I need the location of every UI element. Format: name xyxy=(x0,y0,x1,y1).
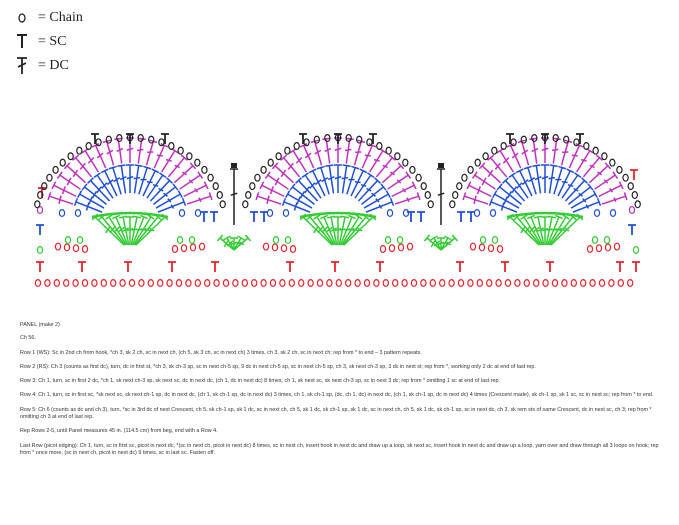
chain-icon xyxy=(263,243,268,250)
chain-icon xyxy=(602,153,607,160)
chain-icon xyxy=(635,201,640,208)
chain-icon xyxy=(593,147,598,154)
chain-icon xyxy=(178,147,183,154)
dc-icon xyxy=(109,166,121,194)
dc-icon xyxy=(354,140,365,165)
chain-icon xyxy=(195,159,200,166)
chain-icon xyxy=(479,244,484,251)
dc-icon xyxy=(139,166,151,194)
chain-icon xyxy=(474,210,479,217)
chain-icon xyxy=(208,174,213,181)
chain-icon xyxy=(492,147,497,154)
chain-icon xyxy=(255,174,260,181)
dc-icon xyxy=(524,166,536,194)
chain-icon xyxy=(462,174,467,181)
sc-icon xyxy=(546,262,554,272)
chain-icon xyxy=(571,280,576,287)
chain-icon xyxy=(270,280,275,287)
chain-icon xyxy=(268,159,273,166)
chain-icon xyxy=(475,159,480,166)
chain-icon xyxy=(628,280,633,287)
chain-icon xyxy=(416,174,421,181)
chain-icon xyxy=(139,280,144,287)
chain-icon xyxy=(55,243,60,250)
chain-icon xyxy=(383,280,388,287)
chain-icon xyxy=(610,159,615,166)
chain-icon xyxy=(169,143,174,150)
sc-icon xyxy=(210,212,218,222)
dc-icon xyxy=(602,192,627,204)
chain-icon xyxy=(120,280,125,287)
sc-icon xyxy=(250,212,258,222)
chain-icon xyxy=(488,245,493,252)
sc-icon xyxy=(456,262,464,272)
sc-icon xyxy=(260,212,268,222)
chain-icon xyxy=(317,280,322,287)
chain-icon xyxy=(68,153,73,160)
row-3-instruction: Row 3: Ch 1, turn, sc in first 2 dc, *ch 1, sk next ch-3 sp, sk next sc, dc in next dc, (ch 1, dc in next dc) 8 times, ch 1, sk next sc, sk next ch-3 sp, sc in next 3 dc; rep from * omitting 1 sc at end of last rep. xyxy=(20,378,500,385)
chain-icon xyxy=(217,192,222,199)
chain-icon xyxy=(82,280,87,287)
sc-icon xyxy=(632,262,640,272)
chain-icon xyxy=(60,159,65,166)
chain-icon xyxy=(285,147,290,154)
chain-icon xyxy=(167,280,172,287)
dc-icon xyxy=(554,166,566,194)
chain-icon xyxy=(35,201,40,208)
chain-icon xyxy=(220,201,225,208)
chain-icon xyxy=(581,280,586,287)
chain-icon xyxy=(294,143,299,150)
dc-icon xyxy=(463,192,488,204)
chain-icon xyxy=(410,166,415,173)
chain-icon xyxy=(355,280,360,287)
dc-icon xyxy=(437,169,445,225)
foundation-chain: Ch 56. xyxy=(20,335,36,342)
chain-icon xyxy=(357,136,362,143)
chain-icon xyxy=(73,245,78,252)
chain-icon xyxy=(562,280,567,287)
chain-icon xyxy=(281,245,286,252)
chain-icon xyxy=(54,280,59,287)
chain-icon xyxy=(587,246,592,253)
chain-icon xyxy=(65,237,70,244)
dc-icon xyxy=(311,140,322,165)
dc-icon xyxy=(317,166,329,194)
chain-icon xyxy=(594,210,599,217)
dc-icon xyxy=(518,140,529,165)
chain-icon xyxy=(199,243,204,250)
dc-icon xyxy=(48,192,73,204)
chain-icon xyxy=(628,183,633,190)
chain-icon xyxy=(604,237,609,244)
chain-icon xyxy=(308,280,313,287)
chain-icon xyxy=(187,153,192,160)
chain-icon xyxy=(468,280,473,287)
row-2-instruction: Row 2 (RS): Ch 3 (counts as first dc), turn, dc in first st, *ch 3, sk ch-3 sp, sc in next ch-5 sp, 9 dc in next ch-5 sp, sc in next ch-5 sp, ch 3, sk next ch-3 sp, 3 dc in next st; rep from *, working only 2 dc at end of last rep. xyxy=(20,363,536,370)
chain-icon xyxy=(176,280,181,287)
chain-icon xyxy=(213,183,218,190)
chain-icon xyxy=(496,280,501,287)
chain-icon xyxy=(273,237,278,244)
row-1-instruction: Row 1 (WS): Sc in 2nd ch from hook, *ch 3, sk 2 ch, sc in next ch, (ch 5, sk 3 ch, sc in next ch) 3 times, ch 3, sk 2 ch, sc in next ch; rep from * to end – 3 pattern repeats. xyxy=(20,349,422,356)
chain-icon xyxy=(299,280,304,287)
chain-icon xyxy=(389,245,394,252)
chain-icon xyxy=(609,280,614,287)
dc-cap xyxy=(438,163,444,168)
chain-icon xyxy=(364,280,369,287)
dc-icon xyxy=(103,140,114,165)
chain-icon xyxy=(450,201,455,208)
chain-icon xyxy=(374,280,379,287)
legend-label-chain: = Chain xyxy=(38,10,83,25)
chain-icon xyxy=(386,147,391,154)
chain-icon xyxy=(490,210,495,217)
dc-symbol-icon xyxy=(14,54,36,78)
chain-icon xyxy=(181,245,186,252)
chain-icon xyxy=(524,280,529,287)
chain-icon xyxy=(77,237,82,244)
chain-icon xyxy=(158,280,163,287)
chain-icon xyxy=(623,174,628,181)
chain-icon xyxy=(453,192,458,199)
dc-icon xyxy=(322,138,331,163)
chain-icon xyxy=(492,237,497,244)
sc-icon xyxy=(501,262,509,272)
chain-icon xyxy=(149,136,154,143)
sc-icon xyxy=(78,262,86,272)
chain-icon xyxy=(440,280,445,287)
chain-icon xyxy=(186,280,191,287)
chain-icon xyxy=(190,244,195,251)
chain-icon xyxy=(346,280,351,287)
chain-icon xyxy=(599,280,604,287)
chain-icon xyxy=(501,143,506,150)
chain-icon xyxy=(243,201,248,208)
dc-icon xyxy=(230,169,238,225)
sc-icon xyxy=(417,212,425,222)
chain-icon xyxy=(314,136,319,143)
chain-icon xyxy=(250,183,255,190)
chain-icon xyxy=(336,280,341,287)
chain-icon xyxy=(584,143,589,150)
chain-icon xyxy=(327,280,332,287)
chain-icon xyxy=(195,280,200,287)
chain-icon xyxy=(148,280,153,287)
dc-icon xyxy=(347,166,359,194)
chain-icon xyxy=(515,280,520,287)
chain-icon xyxy=(387,210,392,217)
repeat-instruction: Rep Rows 2-5, until Panel measures 45 in. (114.5 cm) from beg, end with a Row 4. xyxy=(20,428,218,435)
dc-icon xyxy=(334,165,342,193)
chain-icon xyxy=(605,244,610,251)
chain-icon xyxy=(457,183,462,190)
chain-icon xyxy=(521,136,526,143)
chain-icon xyxy=(261,166,266,173)
chain-icon xyxy=(411,280,416,287)
chain-icon xyxy=(449,280,454,287)
dc-icon xyxy=(561,140,572,165)
chain-icon xyxy=(397,237,402,244)
chain-icon xyxy=(477,280,482,287)
chain-icon xyxy=(106,136,111,143)
chain-icon xyxy=(543,280,548,287)
dc-icon xyxy=(507,214,539,245)
chain-icon xyxy=(421,280,426,287)
chain-icon xyxy=(610,210,615,217)
chain-icon xyxy=(290,246,295,253)
chain-icon xyxy=(189,237,194,244)
chain-icon xyxy=(267,210,272,217)
chain-icon xyxy=(179,210,184,217)
sc-icon xyxy=(457,212,465,222)
chain-icon xyxy=(505,280,510,287)
chain-icon xyxy=(261,280,266,287)
panel-title: PANEL (make 2) xyxy=(20,322,60,328)
chain-icon xyxy=(468,166,473,173)
chain-icon xyxy=(407,243,412,250)
chain-icon xyxy=(73,280,78,287)
chain-icon xyxy=(425,192,430,199)
stitch-legend xyxy=(14,6,214,78)
chain-icon xyxy=(380,246,385,253)
chain-icon xyxy=(92,280,97,287)
chain-icon xyxy=(276,153,281,160)
sc-icon xyxy=(211,262,219,272)
chain-icon xyxy=(214,280,219,287)
chain-icon xyxy=(398,244,403,251)
chain-icon xyxy=(285,237,290,244)
dc-icon xyxy=(345,138,354,163)
chain-icon xyxy=(101,280,106,287)
chain-icon xyxy=(590,280,595,287)
chain-icon xyxy=(223,280,228,287)
chain-icon xyxy=(618,280,623,287)
chain-icon xyxy=(53,166,58,173)
dc-icon xyxy=(137,138,146,163)
sc-icon xyxy=(628,225,636,235)
last-row-instruction: Last Row (picot edging): Ch 1, turn, sc in first sc, picot in next dc, *(sc in next ch, picot in next dc) 8 times, sc in next ch, insert hook in next dc and draw up a loop, sk next sc, insert hook in next dc and draw up a loop, yarn over and draw through all 3 loops on hook; rep from * once more, (sc in next ch, picot in next dc) 9 times, sc in last sc. Fasten off. xyxy=(20,442,659,456)
dc-icon xyxy=(300,214,332,245)
chain-icon xyxy=(395,153,400,160)
chain-icon xyxy=(633,247,638,254)
chain-icon xyxy=(64,280,69,287)
legend-item-dc xyxy=(14,54,214,78)
chain-icon xyxy=(458,280,463,287)
sc-icon xyxy=(124,262,132,272)
chain-icon xyxy=(64,244,69,251)
chain-icon xyxy=(629,207,634,214)
sc-icon xyxy=(616,262,624,272)
sc-icon xyxy=(630,170,638,180)
row-4-instruction: Row 4: Ch 1, turn, sc in first sc, *sk next sc, sk next ch-1 sp, dc in next dc, (ch 1, sk ch-1 sp, dc in next dc) 3 times, ch 1, sk ch-1 sp, (dc, ch 1, dc) in next dc, (ch 1, sk ch-1 sp, dc in next dc) 4 times (Crescent made), sk ch-1 sp, sk 1 sc, sc in next sc; rep from * to end. xyxy=(20,392,654,399)
chain-icon xyxy=(77,147,82,154)
chain-icon xyxy=(205,280,210,287)
chain-icon xyxy=(129,280,134,287)
chain-icon xyxy=(283,210,288,217)
chain-icon xyxy=(552,280,557,287)
sc-icon xyxy=(331,262,339,272)
chain-icon xyxy=(37,247,42,254)
chain-icon xyxy=(632,192,637,199)
dc-icon xyxy=(529,138,538,163)
sc-icon xyxy=(467,212,475,222)
sc-symbol-icon xyxy=(14,30,36,54)
legend-item-sc xyxy=(14,30,214,54)
chain-icon xyxy=(377,143,382,150)
chain-icon xyxy=(86,143,91,150)
chain-icon xyxy=(242,280,247,287)
chain-icon xyxy=(403,210,408,217)
chain-icon xyxy=(111,280,116,287)
chain-icon xyxy=(272,244,277,251)
dc-icon xyxy=(92,214,124,245)
dc-icon xyxy=(114,138,123,163)
sc-icon xyxy=(376,262,384,272)
chain-icon xyxy=(497,246,502,253)
chain-icon xyxy=(470,243,475,250)
sc-icon xyxy=(200,212,208,222)
sc-icon xyxy=(36,262,44,272)
legend-label-sc: = SC xyxy=(38,34,67,49)
chain-icon xyxy=(75,210,80,217)
chain-icon xyxy=(393,280,398,287)
sc-icon xyxy=(286,262,294,272)
chain-icon xyxy=(614,243,619,250)
chain-icon xyxy=(45,280,50,287)
chain-icon xyxy=(483,153,488,160)
dc-icon xyxy=(395,192,420,204)
chain-icon xyxy=(428,201,433,208)
chain-icon xyxy=(480,237,485,244)
crochet-chart xyxy=(20,105,660,305)
chain-icon xyxy=(402,280,407,287)
chain-icon xyxy=(403,159,408,166)
chain-icon xyxy=(172,246,177,253)
chain-icon xyxy=(385,237,390,244)
chain-icon xyxy=(202,166,207,173)
dc-cap xyxy=(231,163,237,168)
chain-icon xyxy=(617,166,622,173)
sc-icon xyxy=(168,262,176,272)
chain-icon xyxy=(564,136,569,143)
dc-icon xyxy=(256,192,281,204)
chain-icon xyxy=(177,237,182,244)
dc-icon xyxy=(146,140,157,165)
chain-icon xyxy=(430,280,435,287)
chain-icon xyxy=(59,210,64,217)
chain-icon xyxy=(35,280,40,287)
chain-icon xyxy=(421,183,426,190)
chain-icon xyxy=(82,246,87,253)
dc-icon xyxy=(552,138,561,163)
dc-icon xyxy=(126,165,134,193)
chain-icon xyxy=(195,210,200,217)
pattern-instructions xyxy=(20,322,665,464)
chain-icon xyxy=(596,245,601,252)
sc-icon xyxy=(36,225,44,235)
legend-item-chain xyxy=(14,6,214,30)
row-5-instruction: Row 5: Ch 6 (counts as dc and ch 3), turn, *sc in 3rd dc of next Crescent, ch 5, sk ch-1 sp, sk 1 dc, sc in next ch, ch 5, sk 1 dc, sk ch-1 sp, sk 1 dc, sc in next ch, ch 5, sk 1 dc, sk ch-1 sp, sc in next dc, ch 3, sk rem sts of same Crescent, dc in next sc, ch 3; rep from * omitting ch 3 at end of last rep. xyxy=(20,406,652,421)
chain-icon xyxy=(47,174,52,181)
chain-symbol-icon xyxy=(14,6,36,30)
dc-icon xyxy=(187,192,212,204)
chain-icon xyxy=(534,280,539,287)
chain-icon xyxy=(592,237,597,244)
chain-icon xyxy=(280,280,285,287)
chain-icon xyxy=(252,280,257,287)
dc-icon xyxy=(541,165,549,193)
chain-icon xyxy=(289,280,294,287)
legend-label-dc: = DC xyxy=(38,58,69,73)
chain-icon xyxy=(233,280,238,287)
chain-icon xyxy=(246,192,251,199)
chain-icon xyxy=(487,280,492,287)
